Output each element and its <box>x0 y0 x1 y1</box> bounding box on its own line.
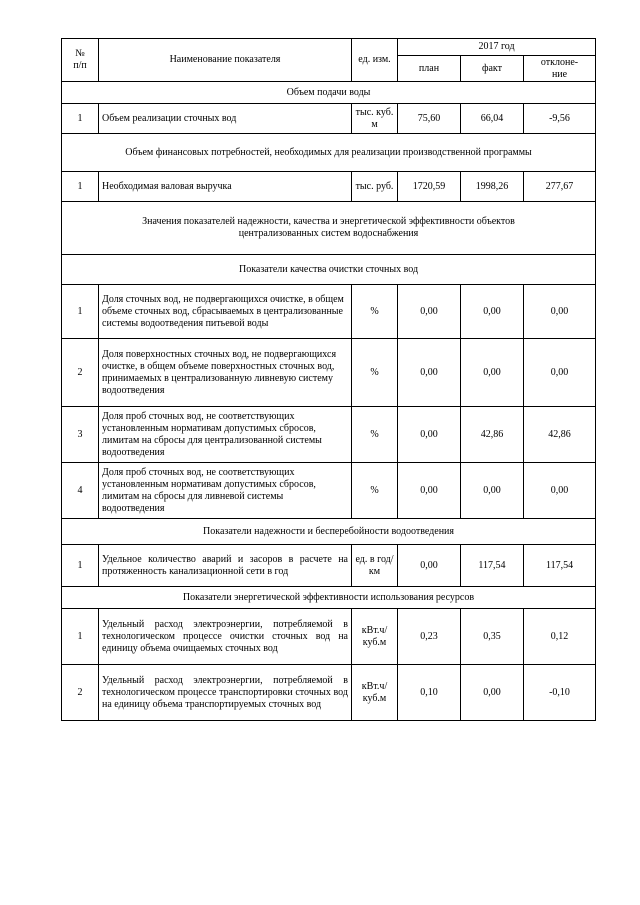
row-fact: 0,00 <box>461 665 524 721</box>
row-name: Удельный расход электроэнергии, потребляемой в технологическом процессе очистки сточных вод на единицу объема очищаемых сточных вод <box>99 609 352 665</box>
table-row <box>62 545 596 587</box>
table-row <box>62 172 596 202</box>
table-row <box>62 665 596 721</box>
row-fact: 0,00 <box>461 285 524 339</box>
table-row <box>62 407 596 463</box>
row-num: 1 <box>62 545 99 587</box>
row-unit: % <box>352 285 398 339</box>
row-fact: 0,00 <box>461 463 524 519</box>
row-plan: 75,60 <box>398 104 461 134</box>
row-num: 1 <box>62 104 99 134</box>
row-num: 1 <box>62 285 99 339</box>
table-row <box>62 609 596 665</box>
table-row <box>62 463 596 519</box>
row-fact: 1998,26 <box>461 172 524 202</box>
row-deviation: 42,86 <box>524 407 596 463</box>
row-num: 2 <box>62 339 99 407</box>
header-year: 2017 год <box>398 39 596 56</box>
row-unit: % <box>352 463 398 519</box>
row-fact: 117,54 <box>461 545 524 587</box>
header-num: № п/п <box>62 39 99 82</box>
row-deviation: 0,00 <box>524 339 596 407</box>
row-num: 4 <box>62 463 99 519</box>
row-plan: 0,10 <box>398 665 461 721</box>
section-reliability: Показатели надежности и бесперебойности водоотведения <box>62 519 596 545</box>
row-unit: тыс. куб. м <box>352 104 398 134</box>
section-quality: Показатели качества очистки сточных вод <box>62 255 596 285</box>
section-row <box>62 202 596 255</box>
row-unit: ед. в год/ км <box>352 545 398 587</box>
row-name: Доля сточных вод, не подвергающихся очистке, в общем объеме сточных вод, сбрасываемых в централизованные системы водоотведения питьевой воды <box>99 285 352 339</box>
row-unit: % <box>352 407 398 463</box>
section-row <box>62 587 596 609</box>
row-num: 3 <box>62 407 99 463</box>
header-name: Наименование показателя <box>99 39 352 82</box>
row-num: 1 <box>62 172 99 202</box>
section-row <box>62 134 596 172</box>
row-deviation: -9,56 <box>524 104 596 134</box>
section-row <box>62 255 596 285</box>
row-name: Объем реализации сточных вод <box>99 104 352 134</box>
row-plan: 0,00 <box>398 407 461 463</box>
table-row <box>62 285 596 339</box>
row-plan: 0,00 <box>398 463 461 519</box>
row-name: Доля проб сточных вод, не соответствующих установленным нормативам допустимых сбросов, лимитам на сбросы для ливневой системы водоотведения <box>99 463 352 519</box>
row-fact: 66,04 <box>461 104 524 134</box>
row-unit: кВт.ч/ куб.м <box>352 609 398 665</box>
section-energy: Показатели энергетической эффективности использования ресурсов <box>62 587 596 609</box>
header-row-top <box>62 39 596 56</box>
table-row <box>62 339 596 407</box>
row-plan: 1720,59 <box>398 172 461 202</box>
row-name: Доля поверхностных сточных вод, не подвергающихся очистке, в общем объеме поверхностных сточных вод, принимаемых в централизованную ливневую систему водоотведения <box>99 339 352 407</box>
section-indicators: Значения показателей надежности, качества и энергетической эффективности объектов централизованных систем водоснабжения <box>62 202 596 255</box>
table-row <box>62 104 596 134</box>
row-unit: тыс. руб. <box>352 172 398 202</box>
row-plan: 0,23 <box>398 609 461 665</box>
header-fact: факт <box>461 56 524 82</box>
header-plan: план <box>398 56 461 82</box>
row-unit: кВт.ч/ куб.м <box>352 665 398 721</box>
row-num: 2 <box>62 665 99 721</box>
row-fact: 0,35 <box>461 609 524 665</box>
row-deviation: 0,00 <box>524 285 596 339</box>
row-plan: 0,00 <box>398 545 461 587</box>
production-program-table <box>61 38 596 721</box>
section-row <box>62 82 596 104</box>
row-name: Доля проб сточных вод, не соответствующих установленным нормативам допустимых сбросов, лимитам на сбросы для централизованной системы водоотведения <box>99 407 352 463</box>
row-plan: 0,00 <box>398 339 461 407</box>
section-row <box>62 519 596 545</box>
section-finance: Объем финансовых потребностей, необходимых для реализации производственной программы <box>62 134 596 172</box>
header-unit: ед. изм. <box>352 39 398 82</box>
row-unit: % <box>352 339 398 407</box>
section-volume: Объем подачи воды <box>62 82 596 104</box>
row-name: Необходимая валовая выручка <box>99 172 352 202</box>
row-name: Удельное количество аварий и засоров в расчете на протяженность канализационной сети в год <box>99 545 352 587</box>
row-deviation: 0,00 <box>524 463 596 519</box>
row-deviation: 117,54 <box>524 545 596 587</box>
header-deviation: отклоне- ние <box>524 56 596 82</box>
row-deviation: 0,12 <box>524 609 596 665</box>
row-deviation: -0,10 <box>524 665 596 721</box>
row-plan: 0,00 <box>398 285 461 339</box>
row-num: 1 <box>62 609 99 665</box>
row-fact: 42,86 <box>461 407 524 463</box>
row-deviation: 277,67 <box>524 172 596 202</box>
row-fact: 0,00 <box>461 339 524 407</box>
row-name: Удельный расход электроэнергии, потребляемой в технологическом процессе транспортировки сточных вод на единицу объема транспортируемых сточных вод <box>99 665 352 721</box>
